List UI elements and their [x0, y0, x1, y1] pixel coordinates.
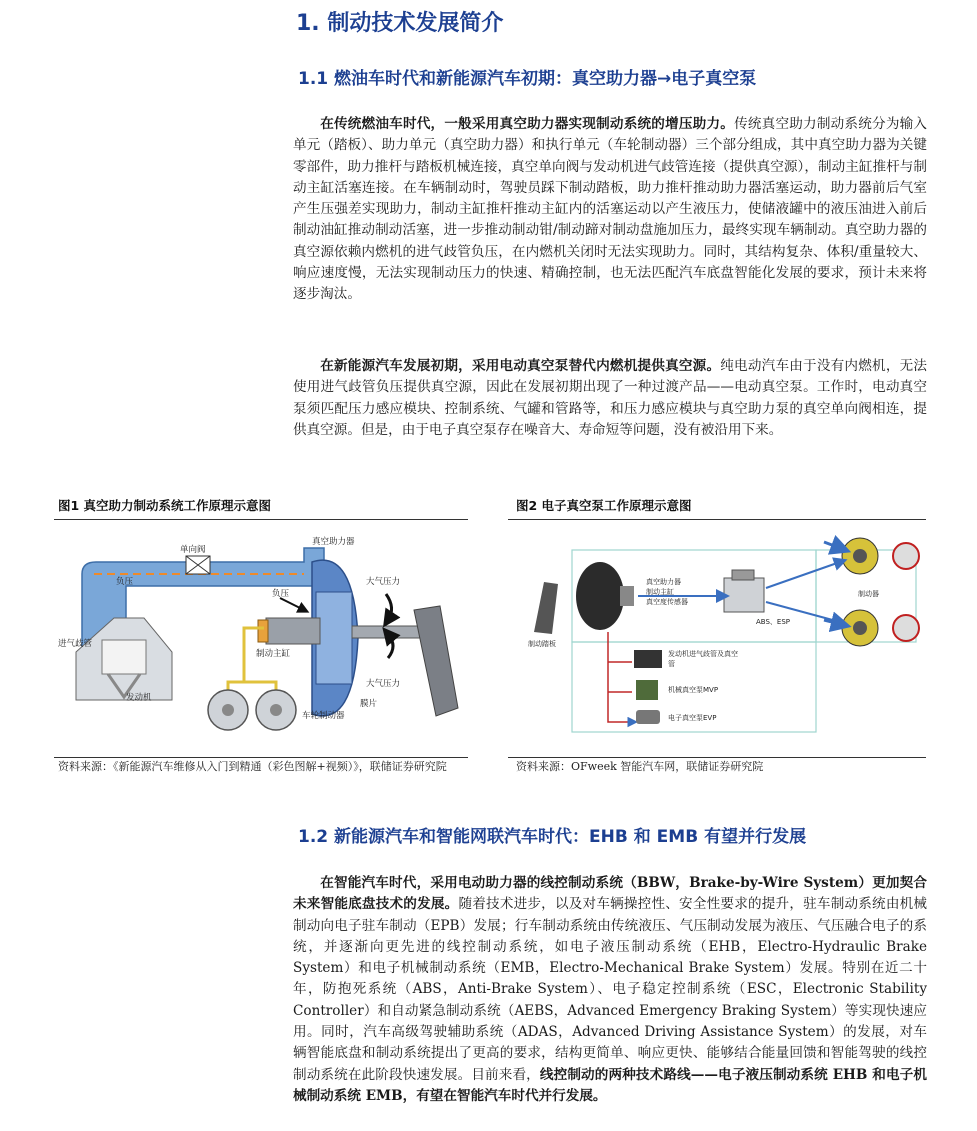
section-heading-1: 1. 制动技术发展简介 [296, 11, 504, 36]
vacuum-line [608, 632, 632, 722]
figure-1-title: 图1 真空助力制动系统工作原理示意图 [58, 498, 272, 513]
paragraph-brake-by-wire [293, 873, 927, 1107]
label-master-cylinder: 制动主缸 [256, 649, 291, 659]
abs-unit-icon [724, 578, 764, 612]
divider [54, 757, 468, 758]
label-evp: 电子真空泵EVP [668, 714, 717, 722]
label-atmospheric-2: 大气压力 [366, 679, 401, 689]
label-brake-pedal: 制动踏板 [528, 640, 556, 648]
section-heading-1-1: 1.1 燃油车时代和新能源汽车初期：真空助力器→电子真空泵 [298, 69, 757, 89]
section-heading-1-2: 1.2 新能源汽车和智能网联汽车时代：EHB 和 EMB 有望并行发展 [298, 827, 807, 847]
figure-1-source: 资料来源：《新能源汽车维修从入门到精通（彩色图解+视频）》，联储证券研究院 [58, 760, 447, 773]
paragraph-conclusion: 线控制动的两种技术路线——电子液压制动系统 EHB 和电子机械制动系统 EMB，有望在智能汽车时代并行发展。 [293, 1066, 927, 1104]
booster-chamber [316, 592, 352, 684]
label-atmospheric-1: 大气压力 [366, 577, 401, 587]
paragraph-vacuum-booster [293, 114, 927, 306]
label-check-valve: 单向阀 [180, 545, 206, 555]
label-negative-pressure-2: 负压 [272, 589, 290, 599]
label-brake: 制动器 [858, 590, 879, 598]
brake-pedal [414, 606, 458, 716]
figure-2-title: 图2 电子真空泵工作原理示意图 [516, 498, 692, 513]
pedal-icon [534, 582, 558, 634]
label-wheel-brake: 车轮制动器 [302, 711, 345, 721]
label-intake-manifold: 进气歧管 [58, 639, 93, 649]
divider [508, 519, 926, 520]
evp-icon [636, 710, 660, 724]
label-engine: 发动机 [126, 693, 152, 703]
label-master-cylinder: 制动主缸 [646, 588, 674, 596]
master-cylinder [258, 620, 268, 642]
mvp-icon [636, 680, 658, 700]
label-booster: 真空助力器 [312, 537, 355, 547]
brake-rotor-front [893, 543, 919, 569]
label-mvp: 机械真空泵MVP [668, 686, 719, 694]
figure-1-diagram [54, 522, 468, 755]
paragraph-lead: 在智能汽车时代，采用电动助力器的线控制动系统（BBW，Brake-by-Wire System）更加契合未来智能底盘技术的发展。 [293, 875, 927, 913]
paragraph-lead: 在传统燃油车时代，一般采用真空助力器实现制动系统的增压助力。 [320, 116, 735, 132]
master-cylinder-body [266, 618, 320, 644]
figure-2-source: 资料来源：OFweek 智能汽车网，联储证券研究院 [516, 760, 764, 773]
label-abs-esp: ABS、ESP [756, 618, 790, 626]
label-vacuum-sensor: 真空度传感器 [646, 598, 688, 606]
brake-rotor-rear [893, 615, 919, 641]
figure-2-diagram [508, 522, 926, 755]
paragraph-electric-pump [293, 356, 927, 441]
piston [102, 640, 146, 674]
label-intake-manifold: 发动机进气歧管及真空 [668, 650, 738, 658]
divider [508, 757, 926, 758]
manifold-icon [634, 650, 662, 668]
pressure-arrow [386, 594, 392, 620]
label-negative-pressure-1: 负压 [116, 577, 134, 587]
paragraph-body: 传统真空助力制动系统分为输入单元（踏板）、助力单元（真空助力器）和执行单元（车轮制动器）三个部分组成，其中真空助力器为关键零部件，助力推杆与踏板机械连接，真空单向阀与发动机进气歧管连接（提供真空源），制动主缸推杆与制动主缸活塞连接。在车辆制动时，驾驶员踩下制动踏板，助力推杆推动助力器活塞运动，助力器前后气室产生压强差实现助力，制动主缸推杆推动主缸内的活塞运动以产生液压力，使储液罐中的液压油进入前后制动油缸推动制动活塞，进一步推动制动钳/制动蹄对制动盘施加压力，最终实现车辆制动。真空助力器的真空源依赖内燃机的进气歧管负压，在内燃机关闭时无法实现助力。同时，其结构复杂、体积/重量较大、响应速度慢，无法实现制动压力的快速、精确控制，也无法匹配汽车底盘智能化发展的要求，预计未来将逐步淘汰。 [293, 116, 928, 303]
paragraph-lead: 在新能源汽车发展初期，采用电动真空泵替代内燃机提供真空源。 [320, 358, 721, 374]
label-booster: 真空助力器 [646, 578, 681, 586]
booster-icon [576, 562, 624, 630]
label-intake-manifold-2: 管 [668, 660, 675, 668]
paragraph-body: 随着技术进步，以及对车辆操控性、安全性要求的提升，驻车制动系统由机械制动向电子驻车制动（EPB）发展；行车制动系统由传统液压、气压制动发展为液压、气压融合电子的系统，并逐渐向更先进的线控制动系统，如电子液压制动系统（EHB，Electro-Hydraulic Brake System）和电子机械制动系统（EMB，Electro-Mechanical Brake System）发展。特别在近二十年，防抱死系统（ABS，Anti-Brake System）、电子稳定控制系统（ESC，Electronic Stability Controller）和自动紧急制动系统（AEBS，Advanced Emergency Braking System）等实现快速应用。同时，汽车高级驾驶辅助系统（ADAS，Advanced Driving Assistance System）的发展，对车辆智能底盘和制动系统提出了更高的要求，结构更简单、响应更快、能够结合能量回馈和智能驾驶的线控制动系统在此阶段快速发展。目前来看， [293, 896, 928, 1083]
label-diaphragm: 膜片 [360, 699, 378, 709]
divider [54, 519, 468, 520]
paragraph-body: 纯电动汽车由于没有内燃机，无法使用进气歧管负压提供真空源，因此在发展初期出现了一种过渡产品——电动真空泵。工作时，电动真空泵须匹配压力感应模块、控制系统、气罐和管路等，和压力感应模块与真空助力泵的真空单向阀相连，提供真空源。但是，由于电子真空泵存在噪音大、寿命短等问题，没有被沿用下来。 [293, 358, 927, 438]
